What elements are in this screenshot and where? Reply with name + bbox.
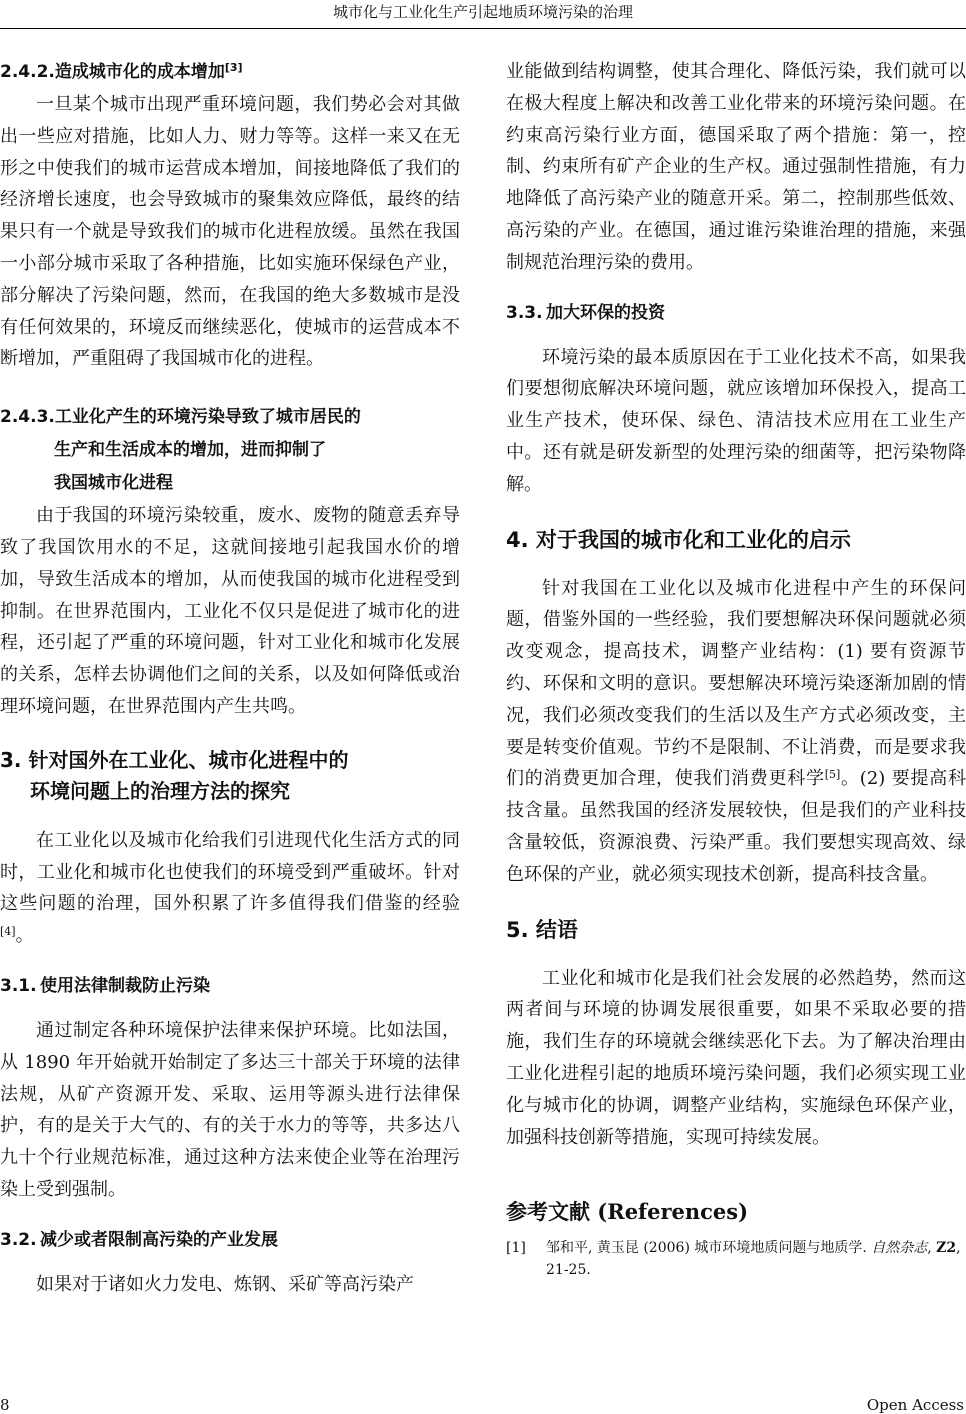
section-3-2-continued: 业能做到结构调整，使其合理化、降低污染，我们就可以在极大程度上解决和改善工业化带来的环境污染问题。在约束高污染行业方面，德国采取了两个措施：第一，控制、约束所有矿产企业的生产权。通过强制性措施，有力地降低了高污染产业的随意开采。第二，控制那些低效、高污染的产业。在德国，通过谁污染谁治理的措施，来强制规范治理污染的费用。 bbox=[506, 61, 966, 273]
section-2-4-3-body: 由于我国的环境污染较重，废水、废物的随意丢弃导致了我国饮用水的不足，这就间接地引起我国水价的增加，导致生活成本的增加，从而使我国的城市化进程受到抑制。在世界范围内，工业化不仅只是促进了城市化的进程，还引起了严重的环境问题，针对工业化和城市化发展的关系，怎样去协调他们之间的关系，以及如何降低或治理环境问题，在世界范围内产生共鸣。 bbox=[0, 505, 460, 717]
section-2-4-2-body: 一旦某个城市出现严重环境问题，我们势必会对其做出一些应对措施，比如人力、财力等等。这样一来又在无形之中使我们的城市运营成本增加，间接地降低了我们的经济增长速度，也会导致城市的聚集效应降低，最终的结果只有一个就是导致我们的城市化进程放缓。虽然在我国一小部分城市采取了各种措施，比如实施环保绿色产业，部分解决了污染问题，然而，在我国的绝大多数城市是没有任何效果的，环境反而继续恶化，使城市的运营成本不断增加，严重阻碍了我国城市化的进程。 bbox=[0, 94, 460, 370]
section-3-body bbox=[0, 825, 460, 952]
section-3-2-heading bbox=[0, 1224, 460, 1257]
section-number: 3.1. bbox=[0, 975, 37, 996]
section-title-line1: 针对国外在工业化、城市化进程中的 bbox=[28, 747, 349, 772]
section-title-line3: 我国城市化进程 bbox=[54, 473, 173, 494]
citation: [5] bbox=[824, 768, 841, 782]
citation: [3] bbox=[224, 61, 243, 74]
reference-authors-title: 邹和平, 黄玉昆 (2006) 城市环境地质问题与地质学. bbox=[546, 1240, 872, 1257]
section-title: 造成城市化的成本增加 bbox=[54, 62, 225, 82]
section-3-3-body: 环境污染的最本质原因在于工业化技术不高，如果我们要想彻底解决环境问题，就应该增加环保投入，提高工业生产技术，使环保、绿色、清洁技术应用在工业生产中。还有就是研发新型的处理污染的细菌等，把污染物降解。 bbox=[506, 346, 966, 495]
reference-text bbox=[546, 1237, 966, 1281]
left-column bbox=[0, 56, 460, 1301]
reference-separator: , bbox=[927, 1240, 937, 1257]
body-text-end: 。 bbox=[15, 925, 34, 947]
section-4-body bbox=[506, 573, 966, 891]
section-title: 使用法律制裁防止污染 bbox=[40, 975, 210, 996]
section-title-line2: 环境问题上的治理方法的探究 bbox=[30, 778, 290, 803]
section-number: 5. bbox=[506, 917, 529, 942]
reference-number: [1] bbox=[506, 1240, 526, 1257]
section-2-4-2-heading bbox=[0, 56, 460, 89]
page-number: 8 bbox=[0, 1396, 10, 1414]
section-title: 加大环保的投资 bbox=[546, 302, 665, 323]
section-5-body: 工业化和城市化是我们社会发展的必然趋势，然而这两者间与环境的协调发展很重要，如果不采取必要的措施，我们生存的环境就会继续恶化下去。为了解决治理由工业化进程引起的地质环境污染问题，我们必须实现工业化与城市化的协调，调整产业结构，实施绿色环保产业，加强科技创新等措施，实现可持续发展。 bbox=[506, 967, 966, 1148]
section-3-1-body: 通过制定各种环境保护法律来保护环境。比如法国，从 1890 年开始就开始制定了多达三十部关于环境的法律法规，从矿产资源开发、采取、运用等源头进行法律保护，有的是关于大气的、有的关于水力的等等，共多达八九十个行业规范标准，通过这种方法来使企业等在治理污染上受到强制。 bbox=[0, 1019, 460, 1200]
section-3-3-heading bbox=[506, 297, 966, 330]
reference-item bbox=[506, 1237, 966, 1281]
section-number: 3.3. bbox=[506, 302, 543, 323]
citation: [4] bbox=[0, 925, 16, 939]
section-5-heading bbox=[506, 913, 966, 947]
section-title-line2: 生产和生活成本的增加，进而抑制了 bbox=[54, 440, 326, 461]
reference-pages: , 21-25. bbox=[546, 1240, 961, 1279]
section-title-line1: 工业化产生的环境污染导致了城市居民的 bbox=[54, 407, 361, 428]
section-3-1-heading bbox=[0, 970, 460, 1003]
section-title: 对于我国的城市化和工业化的启示 bbox=[535, 527, 851, 552]
references-heading: 参考文献 (References) bbox=[506, 1199, 749, 1225]
section-number: 2.4.3. bbox=[0, 407, 55, 428]
section-3-heading bbox=[0, 745, 460, 807]
reference-volume: Z2 bbox=[936, 1240, 957, 1257]
body-text: 针对我国在工业化以及城市化进程中产生的环保问题，借鉴外国的一些经验，我们要想解决环保问题就必须改变观念，提高技术，调整产业结构：(1) 要有资源节约、环保和文明的意识。要想解决环境污染逐渐加剧的情况，我们必须改变我们的生活以及生产方式必须改变，主要是转变价值观。节约不是限制、不让消费，而是要求我们的消费更加合理，使我们消费更科学 bbox=[506, 577, 966, 790]
section-title: 结语 bbox=[535, 917, 578, 942]
section-2-4-3-heading bbox=[0, 401, 460, 500]
section-number: 3.2. bbox=[0, 1229, 37, 1250]
section-number: 4. bbox=[506, 527, 529, 552]
body-text: 在工业化以及城市化给我们引进现代化生活方式的同时，工业化和城市化也使我们的环境受到严重破坏。针对这些问题的治理，国外积累了许多值得我们借鉴的经验 bbox=[0, 829, 460, 915]
section-3-2-body: 如果对于诸如火力发电、炼钢、采矿等高污染产 bbox=[36, 1273, 414, 1295]
open-access-label: Open Access bbox=[866, 1396, 964, 1414]
reference-journal: 自然杂志 bbox=[871, 1240, 928, 1257]
section-number: 3. bbox=[0, 747, 22, 772]
section-4-heading bbox=[506, 523, 966, 557]
section-number: 2.4.2. bbox=[0, 62, 55, 82]
body-text-end: 。(2) 要提高科技含量。虽然我国的经济发展较快，但是我们的产业科技含量较低，资源浪费、污染严重。我们要想实现高效、绿色环保的产业，就必须实现技术创新，提高科技含量。 bbox=[506, 768, 966, 885]
header-rule bbox=[0, 28, 966, 29]
running-header: 城市化与工业化生产引起地质环境污染的治理 bbox=[332, 3, 633, 21]
section-title: 减少或者限制高污染的产业发展 bbox=[40, 1229, 278, 1250]
right-column bbox=[506, 56, 966, 1281]
